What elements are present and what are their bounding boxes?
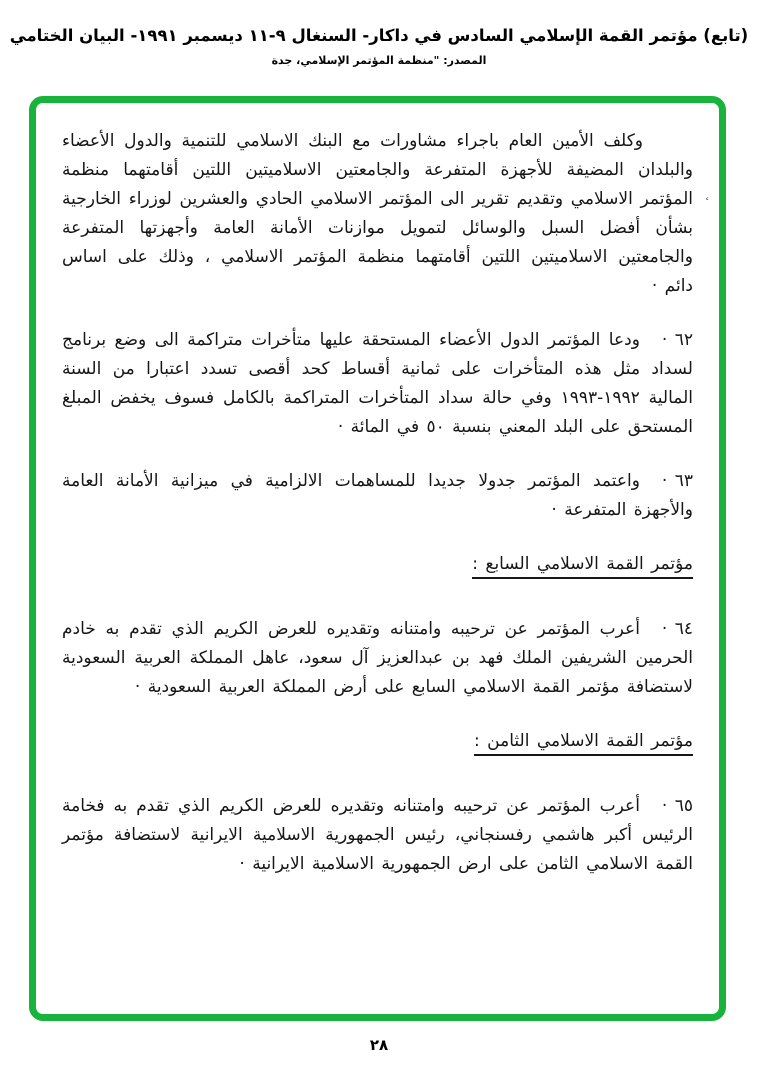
paragraph-text: واعتمد المؤتمر جدولا جديدا للمساهمات الالزامية في ميزانية الأمانة العامة والأجهزة المتفرعة · [62, 471, 693, 520]
paragraph-63 [62, 467, 693, 525]
section-heading-seventh-summit [62, 550, 693, 579]
document-title: (تابع) مؤتمر القمة الإسلامي السادس في داكار- السنغال ٩-١١ ديسمبر ١٩٩١- البيان الختامي [9, 26, 749, 45]
page-header [0, 24, 758, 67]
paragraph-number: ٦٤ · [661, 619, 693, 639]
paragraph-text: وكلف الأمين العام باجراء مشاورات مع البنك الاسلامي للتنمية والدول الأعضاء والبلدان المضيفة للأجهزة المتفرعة والجامعتين الاسلاميتين اللتين أقامتهما منظمة المؤتمر الاسلامي وتقديم تقرير الى المؤتمر الاسلامي الحادي والعشرين لوزراء الخارجية بشأن أفضل السبل والوسائل لتمويل موازنات الأمانة العامة وأجهزتها المتفرعة والجامعتين الاسلاميتين اللتين أقامتهما منظمة المؤتمر الاسلامي ، وذلك على اساس دائم · [62, 131, 693, 296]
paragraph-number: ٦٥ · [661, 796, 693, 816]
page-number: ٢٨ [369, 1036, 389, 1054]
scan-artifact-mark: ٴ [705, 197, 709, 210]
paragraph-text: أعرب المؤتمر عن ترحيبه وامتنانه وتقديره للعرض الكريم الذي تقدم به فخامة الرئيس أكبر هاشمي رفسنجاني، رئيس الجمهورية الاسلامية الايرانية لاستضافة مؤتمر القمة الاسلامي الثامن على ارض الجمهورية الاسلامية الايرانية · [62, 796, 693, 874]
paragraph-62 [62, 326, 693, 442]
document-body [36, 103, 719, 1014]
section-heading-text: مؤتمر القمة الاسلامي الثامن : [474, 731, 693, 756]
paragraph-number: ٦٢ · [661, 330, 693, 350]
paragraph-text: ودعا المؤتمر الدول الأعضاء المستحقة عليها متأخرات متراكمة الى وضع برنامج لسداد مثل هذه المتأخرات على ثمانية أقساط كحد أقصى تسدد اعتبارا من السنة المالية ١٩٩٢-١٩٩٣ وفي حالة سداد المتأخرات المتراكمة بالكامل فسوف يخفض المبلغ المستحق على البلد المعني بنسبة ٥٠ في المائة · [62, 330, 693, 437]
section-heading-text: مؤتمر القمة الاسلامي السابع : [472, 554, 693, 579]
paragraph-64 [62, 615, 693, 702]
section-heading-eighth-summit [62, 727, 693, 756]
paragraph-number: ٦٣ · [661, 471, 693, 491]
green-border-frame [29, 96, 726, 1021]
paragraph-text: أعرب المؤتمر عن ترحيبه وامتنانه وتقديره للعرض الكريم الذي تقدم به خادم الحرمين الشريفين الملك فهد بن عبدالعزيز آل سعود، عاهل المملكة العربية السعودية لاستضافة مؤتمر القمة الاسلامي السابع على أرض المملكة العربية السعودية · [62, 619, 693, 697]
paragraph-continuation [62, 127, 693, 301]
paragraph-65 [62, 792, 693, 879]
document-source-line: المصدر: "منظمة المؤتمر الإسلامي، جدة [271, 54, 487, 67]
